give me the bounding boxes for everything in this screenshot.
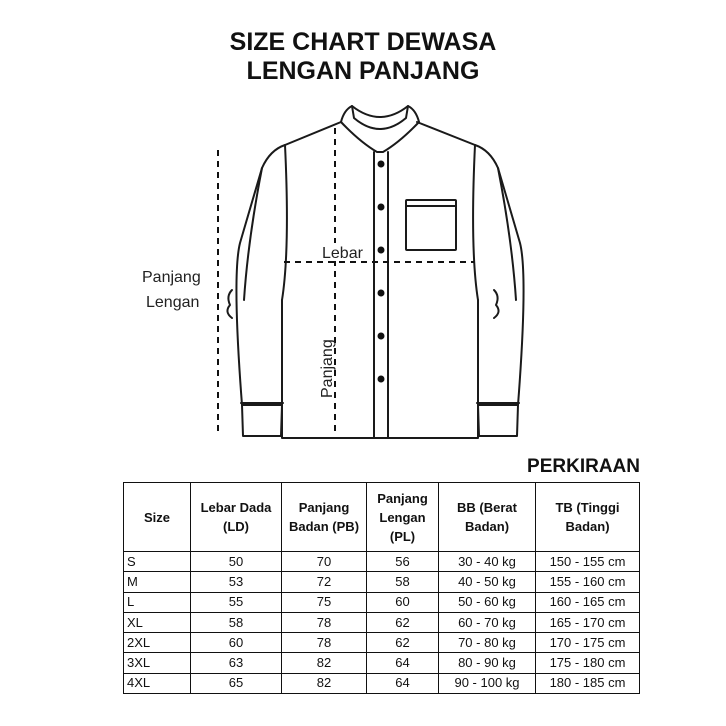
cell-bb: 40 - 50 kg (439, 572, 536, 592)
page-subtitle: LENGAN PANJANG (246, 57, 480, 85)
cell-tb: 155 - 160 cm (536, 572, 640, 592)
table-row (124, 633, 640, 653)
cell-tb: 150 - 155 cm (536, 552, 640, 572)
cell-pl: 62 (367, 612, 439, 632)
table-row (124, 612, 640, 632)
label-panjang-lengan-2: Lengan (146, 294, 200, 311)
cell-size: 3XL (124, 653, 191, 673)
cell-pb: 72 (282, 572, 367, 592)
header-panjang-lengan: Panjang Lengan (PL) (367, 483, 439, 552)
button-4 (378, 290, 385, 297)
cell-ld: 55 (191, 592, 282, 612)
header-berat-badan: BB (Berat Badan) (439, 483, 536, 552)
cell-size: 2XL (124, 633, 191, 653)
pocket (406, 200, 456, 250)
table-row (124, 552, 640, 572)
cell-ld: 65 (191, 673, 282, 693)
button-3 (378, 247, 385, 254)
table-row (124, 572, 640, 592)
table-row (124, 653, 640, 673)
button-1 (378, 161, 385, 168)
cell-tb: 180 - 185 cm (536, 673, 640, 693)
right-sleeve-seam (473, 145, 478, 300)
left-sleeve-outer (244, 168, 262, 300)
right-cuff (478, 405, 518, 436)
cell-pl: 56 (367, 552, 439, 572)
header-panjang-badan: Panjang Badan (PB) (282, 483, 367, 552)
cell-size: M (124, 572, 191, 592)
left-sleeve-seam (282, 145, 287, 300)
cell-pl: 64 (367, 673, 439, 693)
cell-tb: 170 - 175 cm (536, 633, 640, 653)
header-size: Size (124, 483, 191, 552)
cell-ld: 53 (191, 572, 282, 592)
cell-pb: 70 (282, 552, 367, 572)
cell-ld: 58 (191, 612, 282, 632)
cell-size: S (124, 552, 191, 572)
cell-tb: 160 - 165 cm (536, 592, 640, 612)
cell-pl: 58 (367, 572, 439, 592)
label-lebar: Lebar (322, 245, 363, 262)
cell-pl: 62 (367, 633, 439, 653)
cell-bb: 80 - 90 kg (439, 653, 536, 673)
cell-size: 4XL (124, 673, 191, 693)
cell-bb: 90 - 100 kg (439, 673, 536, 693)
cell-pb: 78 (282, 612, 367, 632)
label-panjang-lengan-1: Panjang (142, 269, 201, 286)
page-title: SIZE CHART DEWASA (229, 28, 497, 56)
estimate-note: PERKIRAAN (527, 456, 640, 477)
cell-bb: 50 - 60 kg (439, 592, 536, 612)
cell-pb: 82 (282, 673, 367, 693)
cell-tb: 165 - 170 cm (536, 612, 640, 632)
table-row (124, 673, 640, 693)
table-header-row (124, 483, 640, 552)
cell-ld: 60 (191, 633, 282, 653)
cell-pb: 75 (282, 592, 367, 612)
cell-bb: 30 - 40 kg (439, 552, 536, 572)
cell-size: L (124, 592, 191, 612)
button-2 (378, 204, 385, 211)
cell-pl: 60 (367, 592, 439, 612)
cell-ld: 63 (191, 653, 282, 673)
cell-ld: 50 (191, 552, 282, 572)
cell-pb: 78 (282, 633, 367, 653)
table-row (124, 592, 640, 612)
cell-bb: 70 - 80 kg (439, 633, 536, 653)
button-5 (378, 333, 385, 340)
shirt-body-outline (236, 122, 523, 438)
left-cuff (242, 405, 282, 436)
label-panjang: Panjang (319, 339, 336, 398)
cell-pb: 82 (282, 653, 367, 673)
button-6 (378, 376, 385, 383)
header-lebar-dada: Lebar Dada (LD) (191, 483, 282, 552)
right-sleeve-outer (498, 168, 516, 300)
header-tinggi-badan: TB (Tinggi Badan) (536, 483, 640, 552)
cell-tb: 175 - 180 cm (536, 653, 640, 673)
cell-pl: 64 (367, 653, 439, 673)
cell-size: XL (124, 612, 191, 632)
size-table (123, 482, 640, 694)
cell-bb: 60 - 70 kg (439, 612, 536, 632)
